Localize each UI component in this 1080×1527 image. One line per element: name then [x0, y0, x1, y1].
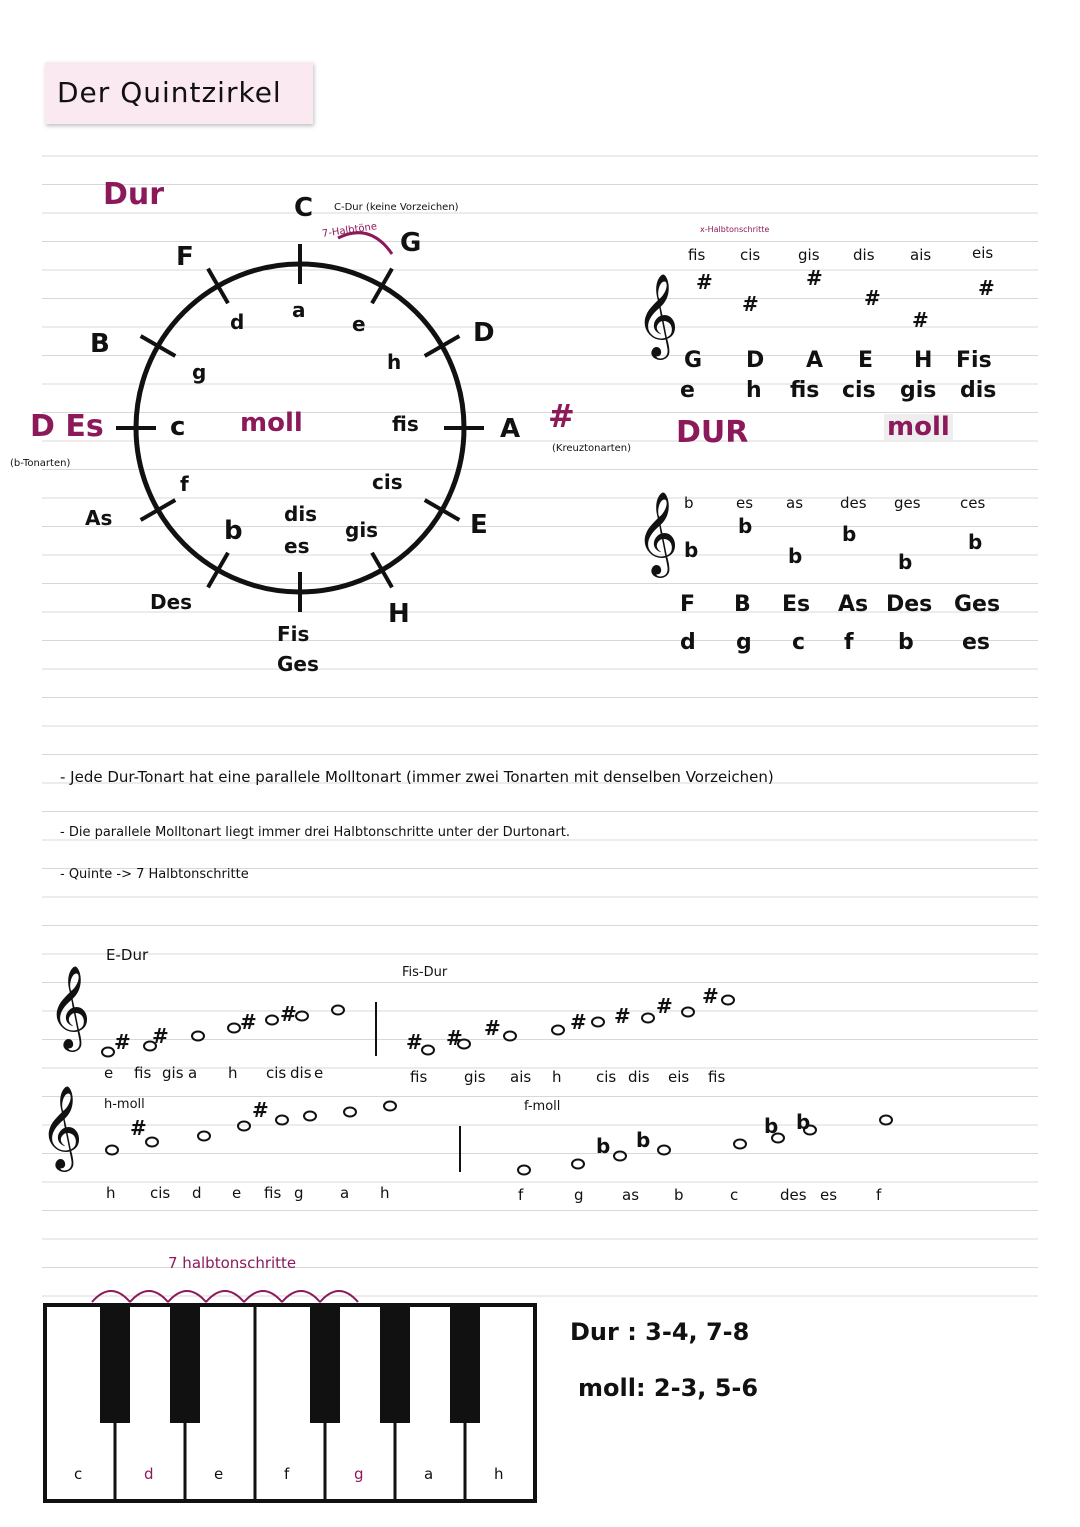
- minor-label-b: b: [224, 516, 243, 546]
- sharp-accidental-name: dis: [853, 246, 875, 264]
- sharp-minor-key: cis: [842, 378, 876, 403]
- flat-accidental-name: es: [736, 494, 754, 512]
- note-name: f: [876, 1186, 882, 1204]
- sharp-major-key: D: [746, 348, 765, 373]
- note-name: b: [674, 1186, 684, 1204]
- minor-label-h: h: [387, 350, 402, 374]
- note-name: fis: [708, 1068, 726, 1086]
- flat-major-key: B: [734, 592, 751, 617]
- sharp-accidental-name: ais: [910, 246, 932, 264]
- moll-label: moll: [884, 414, 953, 440]
- note-name: e: [314, 1064, 324, 1082]
- sharp-accidental: #: [406, 1030, 423, 1054]
- note-name: c: [730, 1186, 739, 1204]
- key-label-C: C: [294, 193, 314, 223]
- sharp-accidental: #: [702, 984, 719, 1008]
- white-key-label: d: [144, 1465, 154, 1483]
- black-key: [380, 1305, 410, 1423]
- black-key: [100, 1305, 130, 1423]
- sharp-major-key: E: [858, 348, 874, 373]
- sharp-accidental-name: fis: [688, 246, 706, 264]
- sharp-accidental: #: [280, 1002, 297, 1026]
- sharp-minor-key: fis: [790, 378, 820, 403]
- flat-accidental-name: ces: [960, 494, 986, 512]
- flat-minor-key: g: [736, 630, 752, 655]
- minor-label-cis: cis: [372, 470, 403, 494]
- white-key-label: h: [494, 1465, 504, 1483]
- treble-clef-staff1: 𝄞: [48, 964, 91, 1048]
- note-name: es: [820, 1186, 838, 1204]
- note-quinte: - Quinte -> 7 Halbtonschritte: [60, 867, 249, 882]
- flat-symbol: b: [842, 522, 857, 546]
- moll-intervals: moll: 2-3, 5-6: [578, 1374, 759, 1402]
- flat-accidental: b: [796, 1110, 811, 1134]
- note-name: cis: [150, 1184, 171, 1202]
- white-key-label: c: [74, 1465, 83, 1483]
- flat-major-key: Ges: [954, 592, 1001, 617]
- flat-accidental: b: [764, 1114, 779, 1138]
- sharp-minor-key: h: [746, 378, 762, 403]
- note-name: h: [228, 1064, 238, 1082]
- f-moll-label: f-moll: [524, 1099, 561, 1114]
- key-label-DEs: D Es: [30, 409, 104, 444]
- note-halftones: - Die parallele Molltonart liegt immer drei Halbtonschritte unter der Durtonart.: [60, 825, 571, 840]
- minor-label-c: c: [170, 412, 186, 442]
- flat-symbol: b: [738, 514, 753, 538]
- h-moll-label: h-moll: [104, 1097, 145, 1112]
- note-name: gis: [162, 1064, 184, 1082]
- flat-major-key: Es: [782, 592, 811, 617]
- sharp-accidental: #: [484, 1016, 501, 1040]
- minor-label-g: g: [192, 360, 207, 384]
- note-name: d: [192, 1184, 202, 1202]
- flat-accidental: b: [636, 1128, 651, 1152]
- sharp-major-key: H: [914, 348, 933, 373]
- keyboard-label: 7 halbtonschritte: [168, 1254, 297, 1272]
- sharp-minor-key: gis: [900, 378, 937, 403]
- note-name: g: [294, 1184, 304, 1202]
- note-name: ais: [510, 1068, 532, 1086]
- flat-accidental-name: as: [786, 494, 804, 512]
- note-name: a: [188, 1064, 198, 1082]
- sharp-symbol: #: [978, 276, 995, 300]
- note-name: as: [622, 1186, 640, 1204]
- note-name: cis: [266, 1064, 287, 1082]
- sharp-symbol: #: [864, 286, 881, 310]
- black-key: [310, 1305, 340, 1423]
- flat-accidental-name: ges: [894, 494, 921, 512]
- treble-clef-sharps: 𝄞: [636, 272, 679, 356]
- key-label-F: F: [176, 242, 194, 272]
- note-name: h: [552, 1068, 562, 1086]
- page-title: Der Quintzirkel: [57, 76, 282, 109]
- flat-minor-key: d: [680, 630, 696, 655]
- treble-clef-staff2: 𝄞: [40, 1084, 83, 1168]
- note-name: fis: [134, 1064, 152, 1082]
- key-label-B: B: [90, 329, 110, 359]
- sharp-accidental: #: [446, 1026, 463, 1050]
- black-key: [170, 1305, 200, 1423]
- note-name: fis: [410, 1068, 428, 1086]
- halftone-arcs: [92, 1291, 358, 1302]
- flat-symbol: b: [684, 538, 699, 562]
- note-name: e: [104, 1064, 114, 1082]
- c-dur-note: C-Dur (keine Vorzeichen): [334, 202, 459, 213]
- flat-symbol: b: [898, 550, 913, 574]
- key-label-Des: Des: [150, 590, 193, 614]
- note-name: cis: [596, 1068, 617, 1086]
- sharp-accidental-name: eis: [972, 244, 994, 262]
- note-name: dis: [628, 1068, 650, 1086]
- note-name: fis: [264, 1184, 282, 1202]
- sharp-minor-key: dis: [960, 378, 997, 403]
- sharp-symbol: #: [806, 266, 823, 290]
- sharp-symbol: #: [696, 270, 713, 294]
- note-name: e: [232, 1184, 242, 1202]
- note-name: eis: [668, 1068, 690, 1086]
- white-key-label: g: [354, 1465, 364, 1483]
- flat-accidental-name: des: [840, 494, 867, 512]
- sharp-accidental-name: gis: [798, 246, 820, 264]
- minor-label-gis: gis: [345, 518, 379, 542]
- flat-symbol: b: [968, 530, 983, 554]
- note-name: h: [106, 1184, 116, 1202]
- note-parallel: - Jede Dur-Tonart hat eine parallele Molltonart (immer zwei Tonarten mit denselben Vorzeichen): [60, 768, 774, 786]
- sharp-accidental: #: [656, 994, 673, 1018]
- sharp-symbol: #: [912, 308, 929, 332]
- sharp-accidental: #: [252, 1098, 269, 1122]
- minor-label-dis: dis: [284, 502, 318, 526]
- note-name: gis: [464, 1068, 486, 1086]
- sharp-symbol: #: [742, 292, 759, 316]
- sharp-accidental: #: [240, 1010, 257, 1034]
- white-key-label: a: [424, 1465, 434, 1483]
- flat-keys-note: (b-Tonarten): [10, 458, 71, 469]
- key-label-E: E: [470, 510, 488, 540]
- fis-dur-label: Fis-Dur: [402, 965, 448, 980]
- sharp-accidental: #: [614, 1004, 631, 1028]
- sharp-keys-note: (Kreuztonarten): [552, 443, 632, 454]
- e-dur-label: E-Dur: [106, 946, 149, 964]
- flat-minor-key: es: [962, 630, 991, 655]
- sharp-accidental: #: [130, 1116, 147, 1140]
- flat-major-key: As: [838, 592, 869, 617]
- sharp-accidental-name: cis: [740, 246, 761, 264]
- sharp-accidental: #: [152, 1024, 169, 1048]
- flat-major-key: F: [680, 592, 696, 617]
- sharp-major-key: A: [806, 348, 824, 373]
- flat-minor-key: b: [898, 630, 914, 655]
- black-key: [450, 1305, 480, 1423]
- note-name: dis: [290, 1064, 312, 1082]
- sharp-major-key: G: [684, 348, 703, 373]
- sharp-major-key: Fis: [956, 348, 992, 373]
- dur-intervals: Dur : 3-4, 7-8: [570, 1318, 750, 1346]
- note-name: f: [518, 1186, 524, 1204]
- minor-label-a: a: [292, 298, 306, 322]
- sharp-minor-key: e: [680, 378, 695, 403]
- moll-center-label: moll: [240, 408, 303, 438]
- treble-clef-flats: 𝄞: [636, 490, 679, 574]
- white-key-label: f: [284, 1465, 290, 1483]
- dur-heading: Dur: [103, 177, 165, 212]
- note-name: a: [340, 1184, 350, 1202]
- flat-minor-key: f: [844, 630, 854, 655]
- flat-accidental: b: [596, 1134, 611, 1158]
- key-label-H: H: [388, 599, 410, 629]
- key-label-G: G: [400, 228, 422, 258]
- sharp-accidental: #: [114, 1030, 131, 1054]
- minor-label-d: d: [230, 310, 245, 334]
- dur-label: DUR: [676, 415, 749, 450]
- halftone-note: 7-Halbtöne: [321, 221, 378, 240]
- minor-label-fis: fis: [392, 412, 419, 436]
- key-label-D: D: [473, 318, 495, 348]
- key-label-Ges: Ges: [277, 652, 319, 676]
- sharp-sign: #: [548, 397, 575, 435]
- sharps-halftone-note: x-Halbtonschritte: [700, 225, 770, 234]
- note-name: des: [780, 1186, 807, 1204]
- minor-label-f: f: [180, 472, 189, 496]
- key-label-Fis: Fis: [277, 622, 310, 646]
- flat-minor-key: c: [792, 630, 806, 655]
- sharp-accidental: #: [570, 1010, 587, 1034]
- minor-label-e: e: [352, 312, 366, 336]
- flat-major-key: Des: [886, 592, 933, 617]
- flat-symbol: b: [788, 544, 803, 568]
- minor-label-es: es: [284, 534, 310, 558]
- note-name: g: [574, 1186, 584, 1204]
- white-key-label: e: [214, 1465, 224, 1483]
- key-label-As: As: [85, 506, 113, 530]
- flat-accidental-name: b: [684, 494, 694, 512]
- key-label-A: A: [500, 414, 521, 444]
- note-name: h: [380, 1184, 390, 1202]
